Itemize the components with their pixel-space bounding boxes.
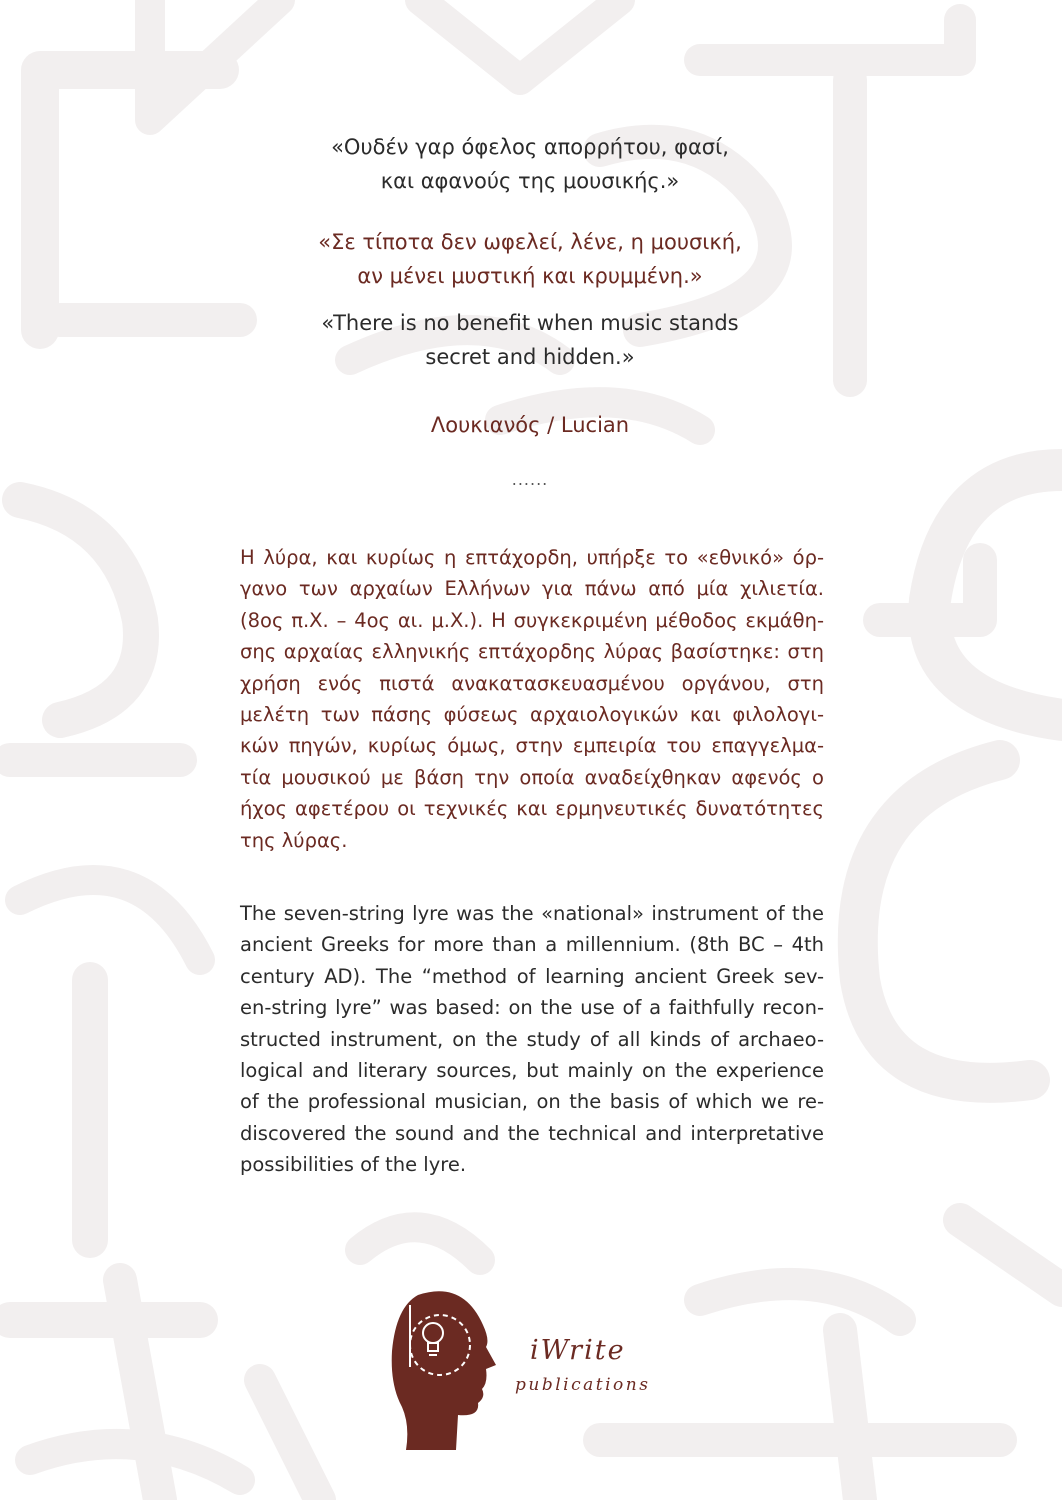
paragraph-line: Η λύρα, και κυρίως η επτάχορδη, υπήρξε το «εθνικό» όρ- [240, 546, 824, 569]
paragraph-line: en-string lyre” was based: on the use of a faithfully recon- [240, 996, 824, 1020]
paragraph-line: της λύρας. [240, 828, 348, 852]
paragraph-line: discovered the sound and the technical and interpretative [240, 1121, 824, 1145]
paragraph-line: possibilities of the lyre. [240, 1153, 467, 1177]
quote-line: «There is no benefit when music stands [321, 311, 739, 335]
paragraph-line: σης αρχαίας ελληνικής επτάχορδης λύρας βασίστηκε: στη [240, 640, 824, 664]
quote-line: αν μένει μυστική και κρυμμένη.» [357, 264, 703, 288]
quote-ancient-greek [230, 130, 830, 198]
quote-line: secret and hidden.» [425, 345, 635, 369]
paragraph-line: logical and literary sources, but mainly on the experience [240, 1059, 824, 1083]
quote-line: και αφανούς της μουσικής.» [380, 169, 680, 193]
logo-subtitle: publications [515, 1375, 651, 1395]
logo-name: iWrite [530, 1335, 626, 1366]
quote-line: «Σε τίποτα δεν ωφελεί, λένε, η μουσική, [318, 230, 742, 254]
paragraph-english [240, 898, 824, 1181]
paragraph-line: of the professional musician, on the basis of which we re- [240, 1090, 824, 1114]
paragraph-line: χρήση ενός πιστά ανακατασκευασμένου οργάνου, στη [240, 671, 824, 695]
paragraph-line: ήχος αφετέρου οι τεχνικές και ερμηνευτικές δυνατότητες [240, 797, 824, 821]
paragraph-line: κών πηγών, κυρίως όμως, στην εμπειρία του επαγγελμα- [240, 734, 824, 758]
paragraph-line: ancient Greeks for more than a millennium. (8th BC – 4th [240, 933, 824, 957]
paragraph-line: structed instrument, on the study of all kinds of archaeo- [240, 1027, 824, 1051]
quote-modern-greek [230, 225, 830, 293]
paragraph-line: μελέτη των πάσης φύσεως αρχαιολογικών και φιλολογι- [240, 703, 824, 727]
separator-dots: ...... [511, 470, 549, 489]
paragraph-line: The seven-string lyre was the «national» instrument of the [240, 902, 824, 925]
quote-author: Λουκιανός / Lucian [430, 413, 630, 437]
paragraph-line: τία μουσικού με βάση την οποία αναδείχθηκαν αφενός ο [240, 765, 824, 789]
quote-line: «Ουδέν γαρ όφελος απορρήτου, φασί, [331, 135, 729, 159]
paragraph-greek [240, 542, 824, 856]
quote-english [230, 306, 830, 374]
head-lightbulb-icon [388, 1285, 688, 1455]
paragraph-line: γανο των αρχαίων Ελλήνων για πάνω από μία χιλιετία. [240, 577, 824, 601]
paragraph-line: (8ος π.Χ. – 4ος αι. μ.Χ.). Η συγκεκριμένη μέθοδος εκμάθη- [240, 608, 824, 632]
paragraph-line: century AD). The “method of learning ancient Greek sev- [240, 964, 824, 988]
